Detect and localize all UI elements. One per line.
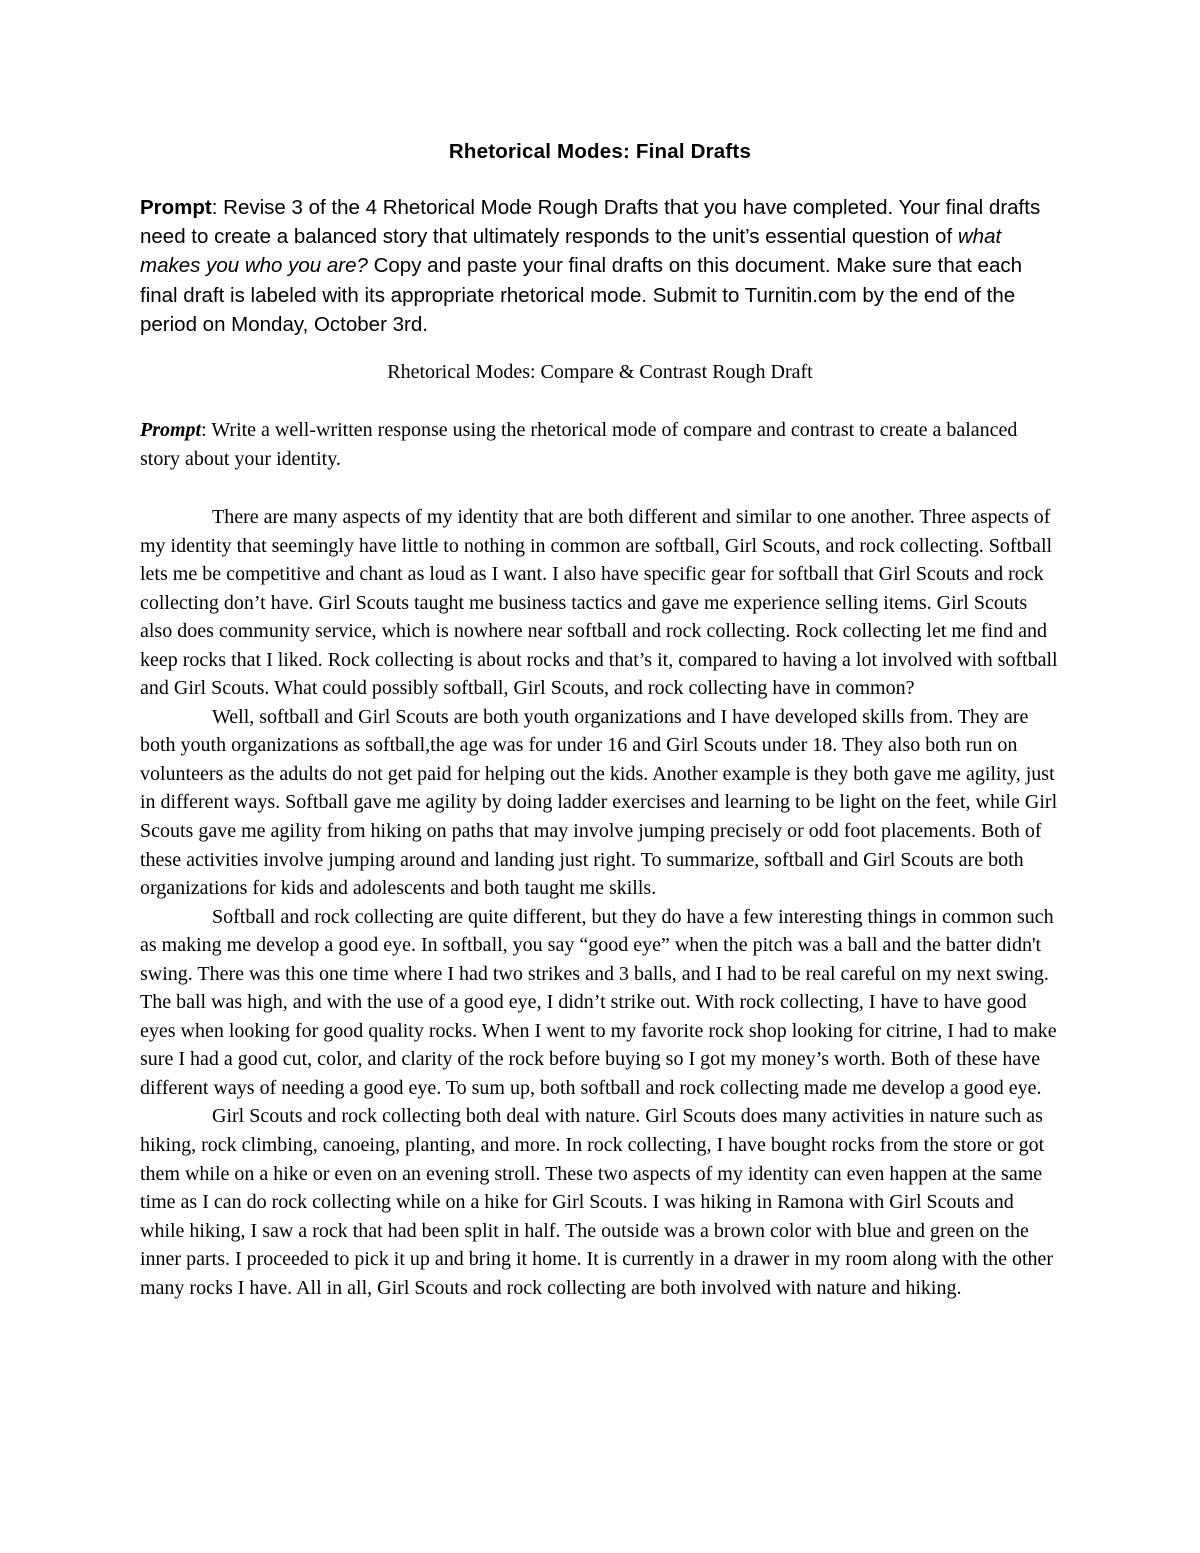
prompt-separator: : — [211, 196, 224, 219]
draft-prompt-separator: : — [201, 419, 212, 441]
prompt-text-a: Revise 3 of the 4 Rhetorical Mode Rough Drafts that you have completed. Your final drafts need to create a balanced story that ultimately responds to the unit’s essential question of — [140, 196, 1041, 249]
essay-paragraph-2: Well, softball and Girl Scouts are both youth organizations and I have developed skills from. They are both youth organizations as softball,the age was for under 16 and Girl Scouts under 18. They also both run on volunteers as the adults do not get paid for helping out the kids. Another example is they both gave me agility, just in different ways. Softball gave me agility by doing ladder exercises and learning to be light on the feet, while Girl Scouts gave me agility from hiking on paths that may involve jumping precisely or odd foot placements. Both of these activities involve jumping around and landing just right. To summarize, softball and Girl Scouts are both organizations for kids and adolescents and both taught me skills. — [140, 705, 1058, 900]
assignment-prompt — [140, 193, 1060, 339]
prompt-text-b: Copy and paste your final drafts on this document. Make sure that each final draft is labeled with its appropriate rhetorical mode. Submit to Turnitin.com by the end of the period on Monday, October 3rd. — [140, 254, 1022, 336]
draft-prompt-text: Write a well-written response using the rhetorical mode of compare and contrast to create a balanced story about your identity. — [140, 419, 1018, 470]
draft-prompt — [140, 416, 1060, 473]
essay-body — [140, 503, 1060, 1302]
essay-paragraph-3: Softball and rock collecting are quite different, but they do have a few interesting things in common such as making me develop a good eye. In softball, you say “good eye” when the pitch was a ball and the batter didn't swing. There was this one time where I had two strikes and 3 balls, and I had to be real careful on my next swing. The ball was high, and with the use of a good eye, I didn’t strike out. With rock collecting, I have to have good eyes when looking for good quality rocks. When I went to my favorite rock shop looking for citrine, I had to make sure I had a good cut, color, and clarity of the rock before buying so I got my money’s worth. Both of these have different ways of needing a good eye. To sum up, both softball and rock collecting made me develop a good eye. — [140, 905, 1057, 1099]
document-title: Rhetorical Modes: Final Drafts — [448, 140, 752, 163]
essay-paragraph-4: Girl Scouts and rock collecting both deal with nature. Girl Scouts does many activities in nature such as hiking, rock climbing, canoeing, planting, and more. In rock collecting, I have bought rocks from the store or got them while on a hike or even on an evening stroll. These two aspects of my identity can even happen at the same time as I can do rock collecting while on a hike for Girl Scouts. I was hiking in Ramona with Girl Scouts and while hiking, I saw a rock that had been split in half. The outside was a brown color with blue and green on the inner parts. I proceeded to pick it up and bring it home. It is currently in a drawer in my room along with the other many rocks I have. All in all, Girl Scouts and rock collecting are both involved with nature and hiking. — [140, 1105, 1054, 1299]
draft-prompt-label: Prompt — [140, 419, 202, 441]
prompt-label: Prompt — [140, 196, 212, 219]
essay-paragraph-1: There are many aspects of my identity that are both different and similar to one another. Three aspects of my identity that seemingly have little to nothing in common are softball, Girl Scouts, and rock collecting. Softball lets me be competitive and chant as loud as I want. I also have specific gear for softball that Girl Scouts and rock collecting don’t have. Girl Scouts taught me business tactics and gave me experience selling items. Girl Scouts also does community service, which is nowhere near softball and rock collecting. Rock collecting let me find and keep rocks that I liked. Rock collecting is about rocks and that’s it, compared to having a lot involved with softball and Girl Scouts. What could possibly softball, Girl Scouts, and rock collecting have in common? — [140, 506, 1058, 700]
essential-question: what makes you who you are? — [140, 225, 1002, 278]
draft-heading: Rhetorical Modes: Compare & Contrast Rough Draft — [387, 361, 813, 383]
